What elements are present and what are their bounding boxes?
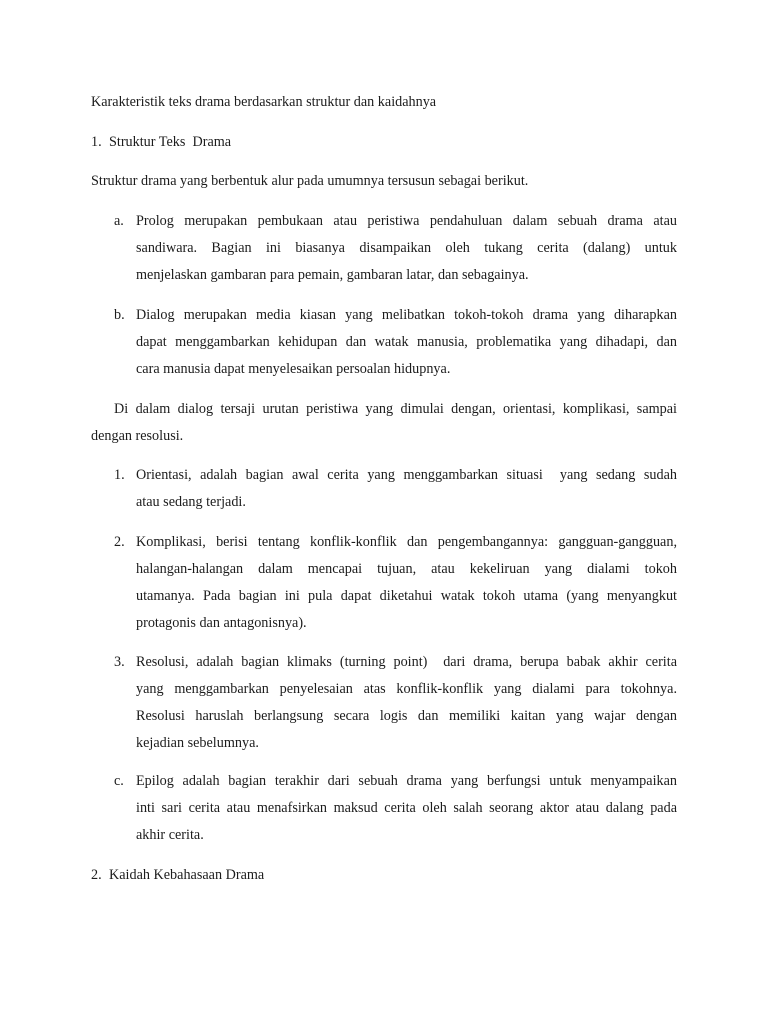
section2-number: 2. [91,867,102,883]
intro-paragraph: Struktur drama yang berbentuk alur pada umumnya tersusun sebagai berikut. [91,173,529,189]
item-c-line: Epilog adalah bagian terakhir dari sebuah drama yang berfungsi untuk menyampaikan [136,773,677,789]
item-c-line: inti sari cerita atau menafsirkan maksud cerita oleh salah seorang aktor atau dalang pada [136,800,677,816]
item-a-marker: a. [114,213,124,229]
item-3-line: kejadian sebelumnya. [136,735,259,751]
item-b-marker: b. [114,307,125,323]
item-b-line: Dialog merupakan media kiasan yang melibatkan tokoh-tokoh drama yang diharapkan [136,307,677,323]
item-b-line: dapat menggambarkan kehidupan dan watak manusia, problematika yang dihadapi, dan [136,334,677,350]
item-2-line: protagonis dan antagonisnya). [136,615,307,631]
item-3-line: Resolusi, adalah bagian klimaks (turning point) dari drama, berupa babak akhir cerita [136,654,677,670]
item-1-line: atau sedang terjadi. [136,494,246,510]
document-title: Karakteristik teks drama berdasarkan struktur dan kaidahnya [91,94,437,110]
item-1-marker: 1. [114,467,125,483]
item-1-line: Orientasi, adalah bagian awal cerita yang menggambarkan situasi yang sedang sudah [136,467,677,483]
section2-heading: Kaidah Kebahasaan Drama [109,867,265,883]
item-2-line: Komplikasi, berisi tentang konflik-konflik dan pengembangannya: gangguan-gangguan, [136,534,677,550]
item-a-line: menjelaskan gambaran para pemain, gambaran latar, dan sebagainya. [136,267,529,283]
item-2-line: halangan-halangan dalam mencapai tujuan, atau kekeliruan yang dialami tokoh [136,561,677,577]
section1-number: 1. [91,134,102,150]
section1-heading: Struktur Teks Drama [109,134,232,150]
item-2-marker: 2. [114,534,125,550]
item-3-marker: 3. [114,654,125,670]
dialog-paragraph-line: Di dalam dialog tersaji urutan peristiwa yang dimulai dengan, orientasi, komplikasi, sampai [114,401,677,417]
item-b-line: cara manusia dapat menyelesaikan persoalan hidupnya. [136,361,451,377]
item-3-line: yang menggambarkan penyelesaian atas konflik-konflik yang dialami para tokohnya. [136,681,677,697]
item-3-line: Resolusi haruslah berlangsung secara logis dan memiliki kaitan yang wajar dengan [136,708,677,724]
item-c-marker: c. [114,773,124,789]
item-a-line: Prolog merupakan pembukaan atau peristiwa pendahuluan dalam sebuah drama atau [136,213,677,229]
item-a-line: sandiwara. Bagian ini biasanya disampaikan oleh tukang cerita (dalang) untuk [136,240,677,256]
item-c-line: akhir cerita. [136,827,204,843]
item-2-line: utamanya. Pada bagian ini pula dapat diketahui watak tokoh utama (yang menyangkut [136,588,677,604]
dialog-paragraph-line: dengan resolusi. [91,428,184,444]
